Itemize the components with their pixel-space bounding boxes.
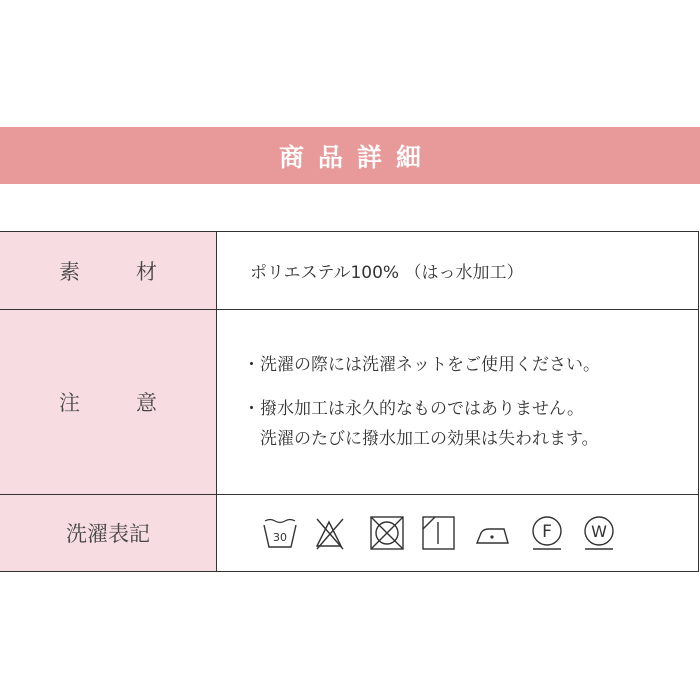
no-tumble-dry-icon xyxy=(369,513,421,553)
line-dry-shade-icon xyxy=(421,513,474,553)
caution-label-char-1: 注 xyxy=(59,391,80,415)
caution-label-cell xyxy=(0,310,217,495)
material-label-char-1: 素 xyxy=(59,259,80,284)
caution-note-1 xyxy=(243,350,600,380)
wash-30-icon xyxy=(261,513,311,553)
care-label: 洗濯表記 xyxy=(66,522,150,546)
caution-label-char-2: 意 xyxy=(136,391,157,415)
material-value-cell xyxy=(217,232,698,310)
note-line-2: 洗濯のたびに撥水加工の効果は失われます。 xyxy=(260,429,599,449)
caution-note-2 xyxy=(243,394,600,454)
dry-clean-f-icon xyxy=(530,513,582,553)
care-icons xyxy=(217,513,622,553)
dry-clean-letter: F xyxy=(542,522,552,542)
material-label-char-2: 材 xyxy=(136,259,157,284)
no-bleach-icon xyxy=(311,513,369,553)
section-title: 商品詳細 xyxy=(278,142,435,172)
bullet: ・ xyxy=(243,355,260,375)
material-label-cell xyxy=(0,232,217,310)
caution-value-cell xyxy=(217,310,698,495)
caution-notes xyxy=(217,350,600,454)
note-text xyxy=(260,394,599,454)
section-banner xyxy=(0,127,700,184)
note-text: 洗濯の際には洗濯ネットをご使用ください。 xyxy=(260,355,600,375)
care-value-cell xyxy=(217,495,698,571)
care-label-cell xyxy=(0,495,217,571)
iron-low-icon xyxy=(474,513,530,553)
bullet: ・ xyxy=(243,399,260,419)
note-line-1: 撥水加工は永久的なものではありません。 xyxy=(260,399,585,419)
caution-label xyxy=(59,387,157,417)
material-label xyxy=(59,256,157,286)
wash-temperature: 30 xyxy=(273,531,287,544)
wet-clean-w-icon xyxy=(582,513,622,553)
product-detail-table xyxy=(0,231,699,572)
material-value: ポリエステル100% （はっ水加工） xyxy=(250,263,524,283)
wet-clean-letter: W xyxy=(591,522,607,541)
